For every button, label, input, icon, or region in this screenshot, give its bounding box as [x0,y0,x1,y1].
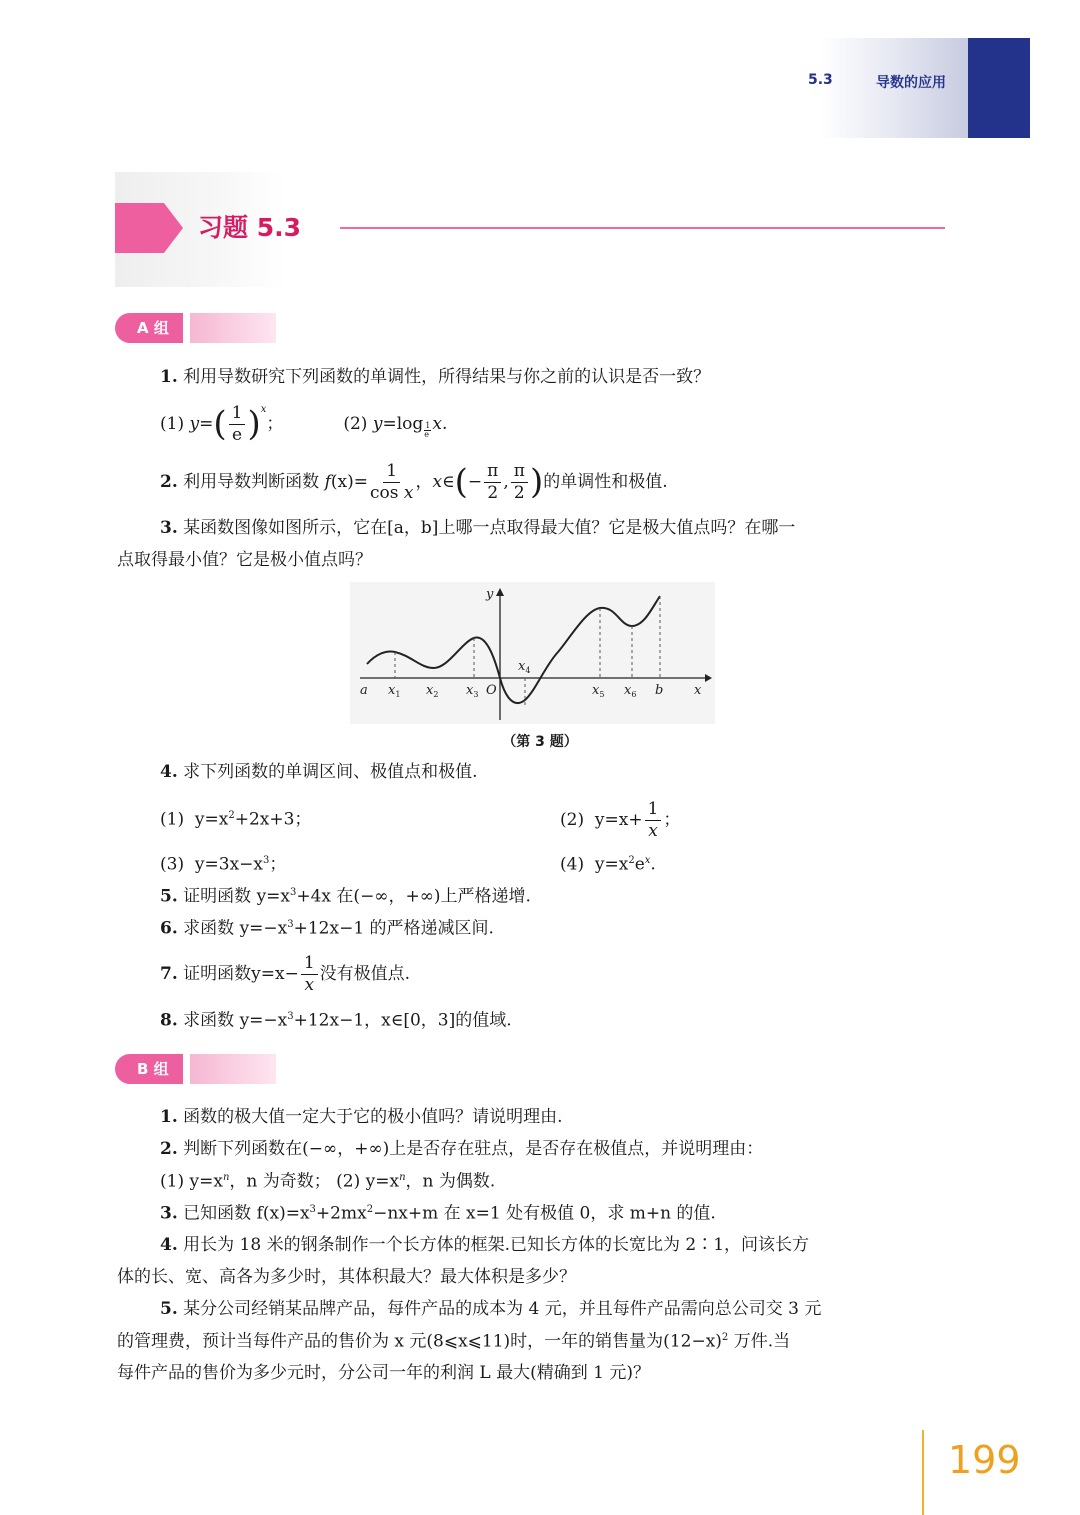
a-q8: 8. 求函数 $y=-x^3+12x-1$，x∈[0，3]的值域. [160,1010,512,1031]
label-x1: $x_1$ [388,683,401,699]
a-q2: 2. 利用导数判断函数 f (x) = $\frac{1}{\text{cos x}}$ ， x ∈ ( − $\frac{\pi}{2}$ , $\frac{\pi}{2}$ ) 的单调性和极值. [160,460,668,503]
b-q4-line1: 4. 用长为 18 米的钢条制作一个长方体的框架.已知长方体的长宽比为 2∶1，问该长方 [160,1235,810,1255]
a-q7: 7. 证明函数 y=x− $\frac{1}{x}$ 没有极值点. [160,952,411,995]
label-x4: $x_4$ [518,659,531,675]
a-q5: 5. 证明函数 $y=x^3+4x$ 在(−∞，+∞)上严格递增. [160,886,531,907]
page-number-rule [922,1430,924,1515]
a-q4: 4. 求下列函数的单调区间、极值点和极值. [160,762,478,782]
b-q5-line3: 每件产品的售价为多少元时，分公司一年的利润 L 最大(精确到 1 元)？ [117,1363,650,1383]
a-q1: 1. 利用导数研究下列函数的单调性，所得结果与你之前的认识是否一致？ [160,367,711,387]
figure-caption: （第 3 题） [502,734,578,750]
label-origin: O [486,683,497,698]
group-a-badge: A 组 [115,313,183,343]
label-b: b [655,683,664,698]
function-graph [350,582,715,724]
label-x3: $x_3$ [466,683,479,699]
a-q4-p2: (2) y=x+ $\frac{1}{x}$ ； [560,798,681,841]
b-q4-line2: 体的长、宽、高各为多少时，其体积最大？最大体积是多少？ [117,1267,576,1287]
label-x5: $x_5$ [592,683,605,699]
title-divider [340,227,945,229]
b-q2-parts: (1) $y=x^n$，n 为奇数； (2) $y=x^n$，n 为偶数. [160,1171,496,1192]
a-q6: 6. 求函数 $y=-x^3+12x-1$ 的严格递减区间. [160,918,494,939]
a-q4-p1: (1) $y=x^2+2x+3$； [160,809,312,830]
group-b-badge-tail [190,1054,276,1084]
a-q3-line1: 3. 某函数图像如图所示，它在[a，b]上哪一点取得最大值？它是极大值点吗？在哪一 [160,518,796,538]
label-x-axis: x [694,683,702,698]
section-title: 习题 5.3 [198,213,301,242]
page-number: 199 [948,1438,1021,1482]
header-section-number: 5.3 [808,72,833,88]
label-x6: $x_6$ [624,683,637,699]
a-q3-line2: 点取得最小值？它是极小值点吗？ [117,550,372,570]
header-section-title: 导数的应用 [876,75,946,91]
a-q1-parts: (1) y = ( $\frac{1}{e}$ ) $^x$ ； (2) y =log 1 e x . [160,402,448,445]
a-q4-p3: (3) $y=3x-x^3$； [160,854,287,875]
b-q5-line2: 的管理费，预计当每件产品的售价为 x 元(8⩽x⩽11)时，一年的销售量为$(12-x)^2$ 万件.当 [117,1331,791,1352]
group-a-badge-tail [190,313,276,343]
label-y-axis: y [486,587,494,602]
a-q4-p4: (4) $y=x^2e^x$. [560,854,656,875]
b-q3: 3. 已知函数 $f(x)=x^3+2mx^2-nx+m$ 在 x=1 处有极值 0，求 m+n 的值. [160,1203,716,1224]
header-blue-block [968,38,1030,138]
group-b-badge: B 组 [115,1054,183,1084]
label-a: a [360,683,368,698]
b-q1: 1. 函数的极大值一定大于它的极小值吗？请说明理由. [160,1107,563,1127]
b-q2: 2. 判断下列函数在(−∞，+∞)上是否存在驻点，是否存在极值点，并说明理由： [160,1139,764,1159]
b-q5-line1: 5. 某分公司经销某品牌产品，每件产品的成本为 4 元，并且每件产品需向总公司交 3 元 [160,1299,822,1319]
label-x2: $x_2$ [426,683,439,699]
